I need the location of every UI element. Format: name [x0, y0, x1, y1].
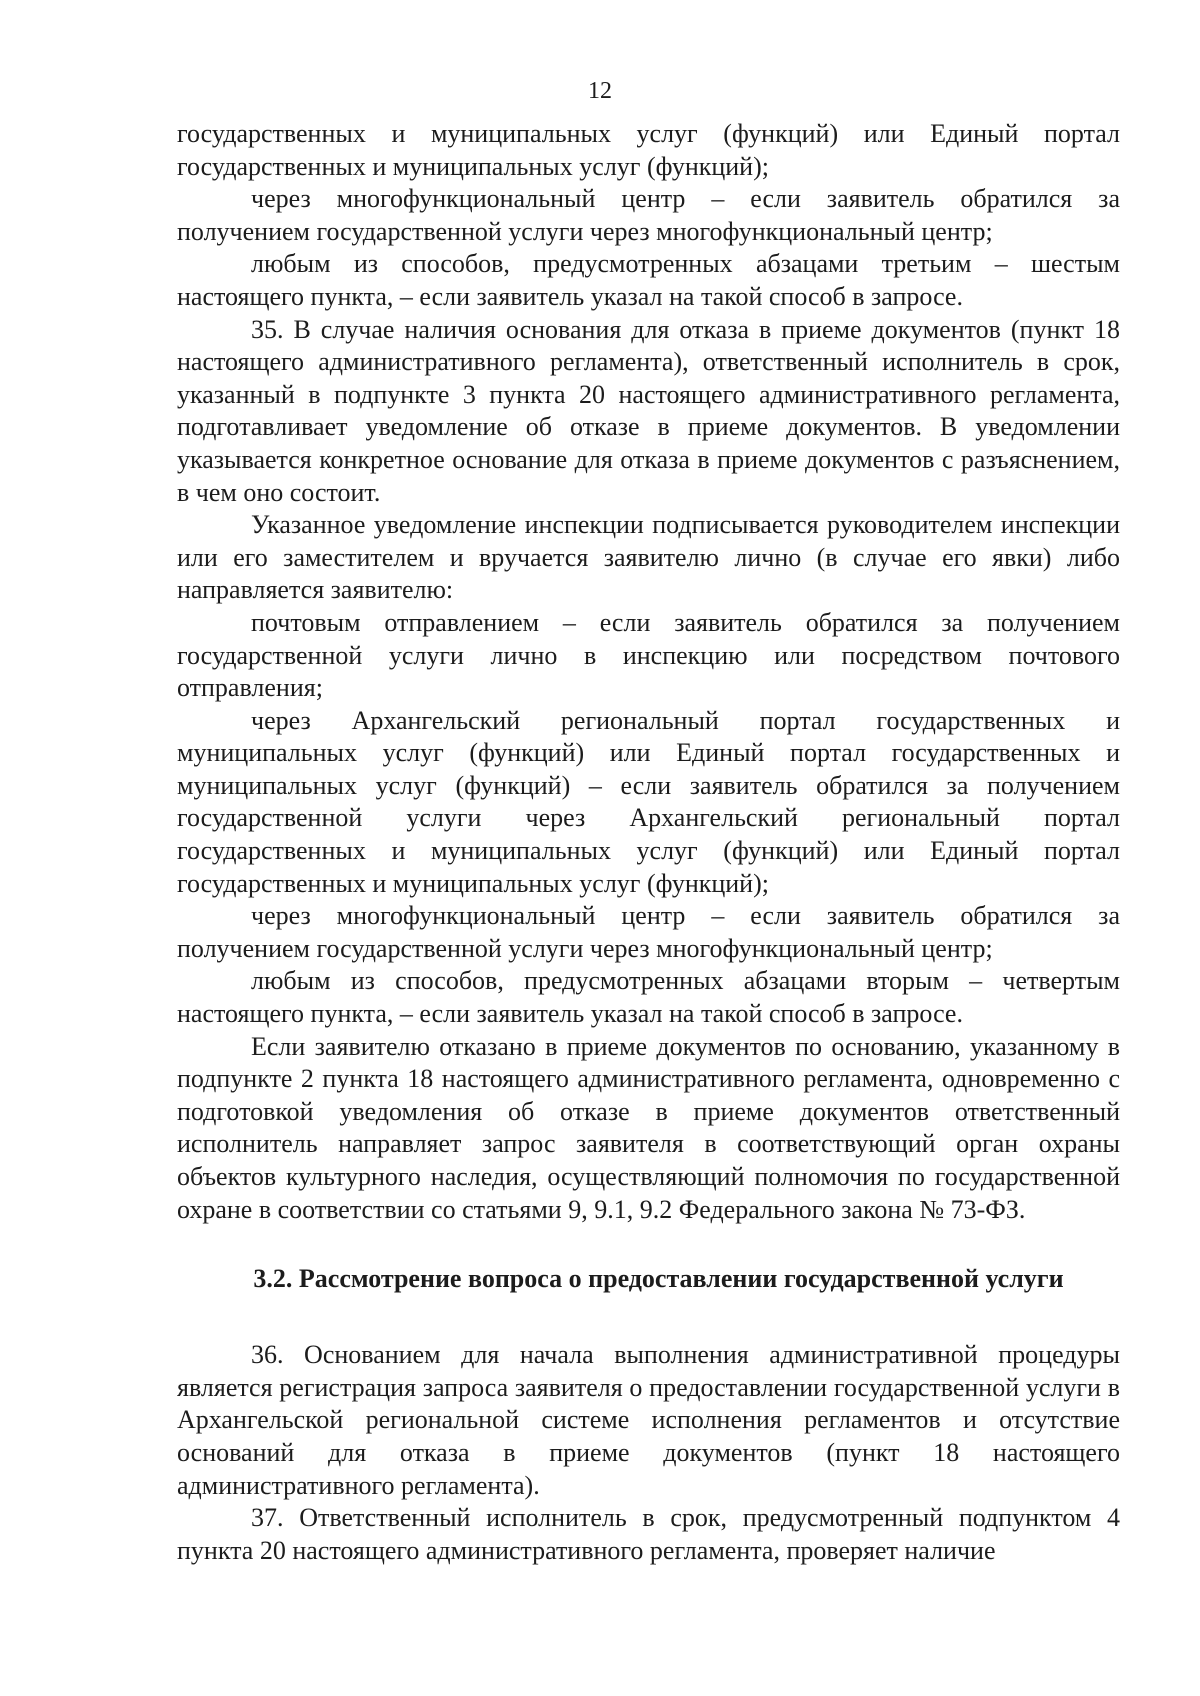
paragraph: Указанное уведомление инспекции подписывается руководителем инспекции или его заместителем и вручается заявителю лично (в случае его явки) либо направляется заявителю: — [177, 510, 1120, 605]
paragraph: через многофункциональный центр – если заявитель обратился за получением государственной услуги через многофункциональный центр; — [177, 184, 1120, 246]
paragraph: 37. Ответственный исполнитель в срок, предусмотренный подпунктом 4 пункта 20 настоящего административного регламента, проверяет наличие — [177, 1503, 1120, 1565]
paragraph: государственных и муниципальных услуг (функций) или Единый портал государственных и муниципальных услуг (функций); — [177, 119, 1120, 181]
paragraph: 36. Основанием для начала выполнения административной процедуры является регистрация запроса заявителя о предоставлении государственной услуги в Архангельской региональной системе исполнения регламентов и отсутствие оснований для отказа в приеме документов (пункт 18 настоящего административного регламента). — [177, 1340, 1120, 1500]
section-heading: 3.2. Рассмотрение вопроса о предоставлении государственной услуги — [253, 1264, 1064, 1294]
paragraphs-before-heading — [177, 118, 1120, 1226]
document-body — [177, 118, 1120, 1567]
paragraph: любым из способов, предусмотренных абзацами вторым – четвертым настоящего пункта, – если заявитель указал на такой способ в запросе. — [177, 966, 1120, 1029]
page-number: 12 — [588, 78, 612, 104]
paragraph: Если заявителю отказано в приеме документов по основанию, указанному в подпункте 2 пункта 18 настоящего административного регламента, одновременно с подготовкой уведомления об отказе в приеме документов ответственный исполнитель направляет запрос заявителя в соответствующий орган охраны объектов культурного наследия, осуществляющий полномочия по государственной охране в соответствии со статьями 9, 9.1, 9.2 Федерального закона № 73-ФЗ. — [177, 1031, 1120, 1224]
paragraph: через Архангельский региональный портал государственных и муниципальных услуг (функций) или Единый портал государственных и муниципальных услуг (функций) – если заявитель обратился за получением государственной услуги через Архангельский региональный портал государственных и муниципальных услуг (функций) или Единый портал государственных и муниципальных услуг (функций); — [177, 705, 1120, 898]
paragraph: через многофункциональный центр – если заявитель обратился за получением государственной услуги через многофункциональный центр; — [177, 901, 1120, 963]
paragraphs-after-heading — [177, 1339, 1120, 1567]
paragraph: 35. В случае наличия основания для отказа в приеме документов (пункт 18 настоящего административного регламента), ответственный исполнитель в срок, указанный в подпункте 3 пункта 20 настоящего административного регламента, подготавливает уведомление об отказе в приеме документов. В уведомлении указывается конкретное основание для отказа в приеме документов с разъяснением, в чем оно состоит. — [177, 314, 1120, 507]
paragraph: любым из способов, предусмотренных абзацами третьим – шестым настоящего пункта, – если заявитель указал на такой способ в запросе. — [177, 249, 1120, 311]
paragraph: почтовым отправлением – если заявитель обратился за получением государственной услуги лично в инспекцию или посредством почтового отправления; — [177, 607, 1120, 703]
